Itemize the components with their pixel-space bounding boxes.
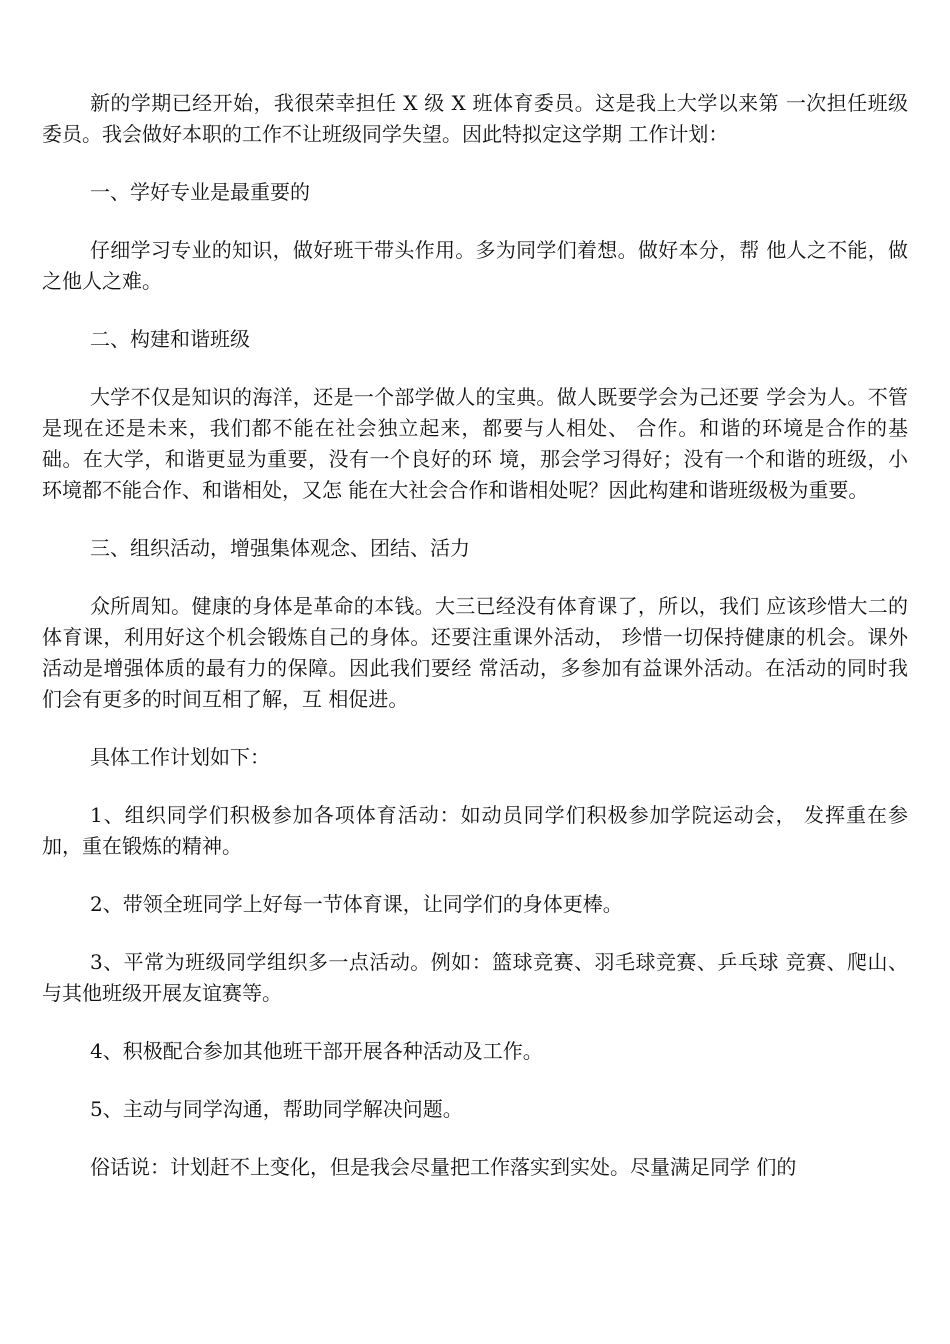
plan-item-4: 4、积极配合参加其他班干部开展各种活动及工作。 xyxy=(90,1039,543,1063)
section-paragraph-2: 大学不仅是知识的海洋，还是一个部学做人的宝典。做人既要学会为己还要 学会为人。不管是现在还是未来，我们都不能在社会独立起来，都要与人相处、 合作。和谐的环境是合作的基础。在大学，和谐更显为重要，没有一个良好的环 境，那会学习得好；没有一个和谐的班级，小环境都不能合作、和谐相处，又怎 能在大社会合作和谐相处呢？因此构建和谐班级极为重要。 xyxy=(42,385,908,502)
plan-item-5: 5、主动与同学沟通，帮助同学解决问题。 xyxy=(90,1097,463,1121)
section-heading-2: 二、构建和谐班级 xyxy=(90,327,250,351)
plan-item-2: 2、带领全班同学上好每一节体育课，让同学们的身体更棒。 xyxy=(90,892,623,916)
section-paragraph-1: 仔细学习专业的知识，做好班干带头作用。多为同学们着想。做好本分，帮 他人之不能，做之他人之难。 xyxy=(42,238,908,293)
section-heading-3: 三、组织活动，增强集体观念、团结、活力 xyxy=(90,536,470,560)
plan-item-1: 1、组织同学们积极参加各项体育活动：如动员同学们积极参加学院运动会， 发挥重在参加，重在锻炼的精神。 xyxy=(42,803,908,858)
plan-item-3: 3、平常为班级同学组织多一点活动。例如：篮球竞赛、羽毛球竞赛、乒乓球 竞赛、爬山、与其他班级开展友谊赛等。 xyxy=(42,950,908,1005)
closing-paragraph: 俗话说：计划赶不上变化，但是我会尽量把工作落实到实处。尽量满足同学 们的 xyxy=(90,1155,797,1179)
plan-heading: 具体工作计划如下： xyxy=(90,745,270,769)
section-paragraph-3: 众所周知。健康的身体是革命的本钱。大三已经没有体育课了，所以，我们 应该珍惜大二的体育课，利用好这个机会锻炼自己的身体。还要注重课外活动， 珍惜一切保持健康的机会。课外活动是增强体质的最有力的保障。因此我们要经 常活动，多参加有益课外活动。在活动的同时我们会有更多的时间互相了解，互 相促进。 xyxy=(42,594,908,711)
section-heading-1: 一、学好专业是最重要的 xyxy=(90,180,310,204)
document-body xyxy=(42,88,908,1210)
intro-paragraph: 新的学期已经开始，我很荣幸担任 X 级 X 班体育委员。这是我上大学以来第 一次担任班级委员。我会做好本职的工作不让班级同学失望。因此特拟定这学期 工作计划： xyxy=(42,91,908,146)
